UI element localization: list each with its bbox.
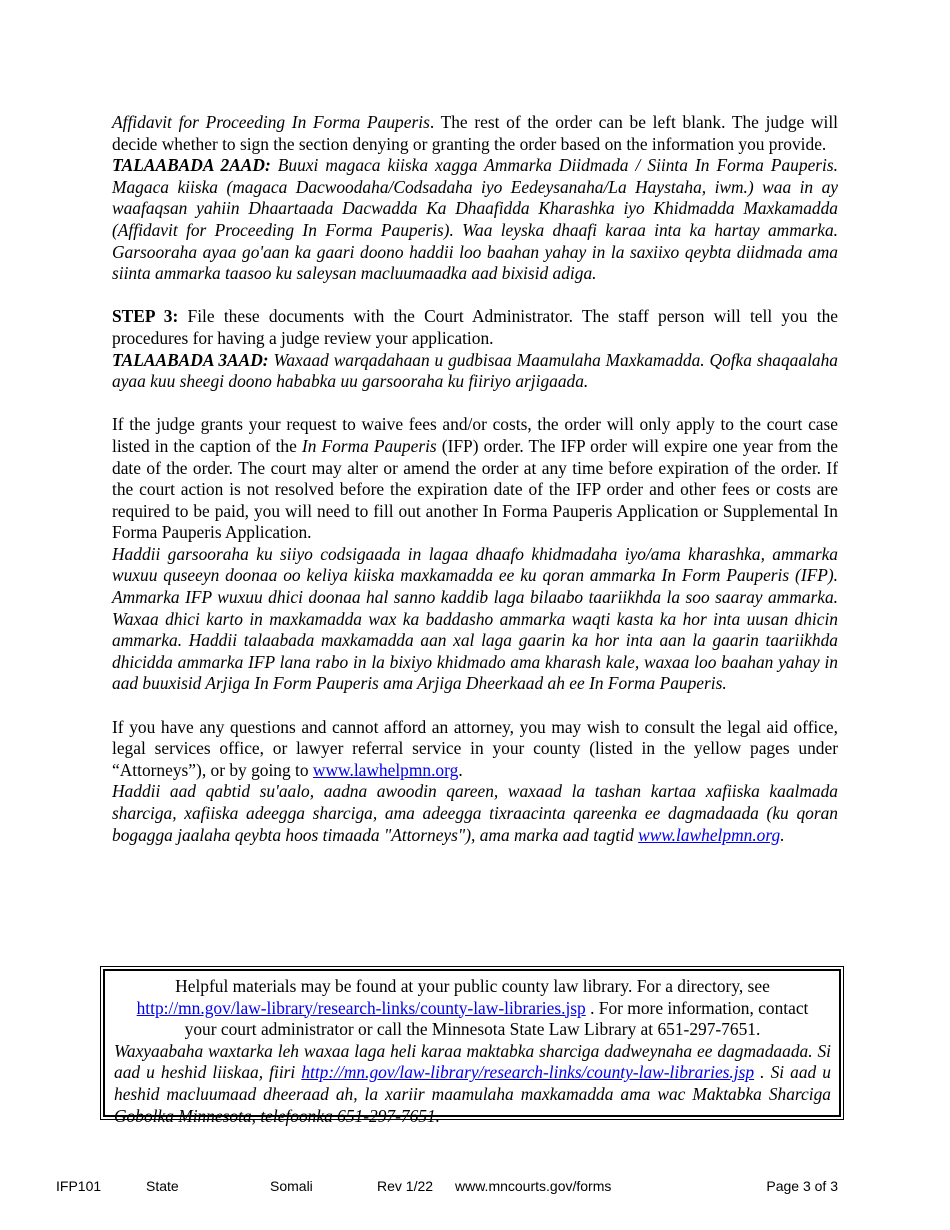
step3-somali-label: TALAABADA 3AAD: bbox=[112, 349, 269, 370]
page-footer bbox=[0, 1178, 950, 1196]
paragraph-step2-somali: TALAABADA 2AAD: Buuxi magaca kiiska xagga Ammarka Diidmada / Siinta In Forma Pauperis. Magaca kiiska (magaca Dacwoodaha/Codsadaha iyo Eedeysanaha/La Haystaha, iwm.) waa in ay waafaqsan yahiin Dhaartaada Dacwadda Ka Dhaafidda Kharashka iyo Khidmadda Maxkamadda (Affidavit for Proceeding In Forma Pauperis). Waa leyska dhaafi karaa inta ka hartay ammarka. Garsooraha ayaa go'aan ka gaari doono haddii loo baahan yahay in la saxiixo qeybta diidmada ama siinta ammarka taasoo ku saleysan macluumaadka aad bixisid adiga. bbox=[112, 155, 839, 284]
footer-language: Somali bbox=[270, 1178, 313, 1194]
step3-label: STEP 3: bbox=[112, 306, 179, 327]
footer-state: State bbox=[146, 1178, 179, 1194]
paragraph-questions-somali: Haddii aad qabtid su'aalo, aadna awoodin qareen, waxaad la tashan kartaa xafiiska kaalmada sharciga, xafiiska adeegga sharciga, ama adeegga tixraacinta qareenka ee dagmadaada (ku qoran bogagga jaalaha qeybta hoos timaada "Attorneys"), ama marka aad tagtid www.lawhelpmn.org. bbox=[112, 781, 838, 845]
county-law-libraries-link-somali[interactable]: http://mn.gov/law-library/research-links/county-law-libraries.jsp bbox=[301, 1062, 755, 1083]
paragraph-ifp-english: If the judge grants your request to waive fees and/or costs, the order will only apply to the court case listed in the caption of the In Forma Pauperis (IFP) order. The IFP order will expire one year from the date of the order. The court may alter or amend the order at any time before expiration of the order. If the court action is not resolved before the expiration date of the IFP order and other fees or costs are required to be paid, you will need to fill out another In Forma Pauperis Application or Supplemental In Forma Pauperis Application. bbox=[112, 414, 838, 543]
county-law-libraries-link[interactable]: http://mn.gov/law-library/research-links/county-law-libraries.jsp bbox=[136, 997, 586, 1018]
paragraph-step3-somali: TALAABADA 3AAD: Waxaad warqadahaan u gudbisaa Maamulaha Maxkamadda. Qofka shaqaalaha ayaa kuu sheegi doono hababka uu garsooraha ku fiiriyo arjigaada. bbox=[112, 349, 838, 392]
law-library-notice-box bbox=[100, 966, 844, 1126]
lawhelp-link-somali[interactable]: www.lawhelpmn.org bbox=[638, 824, 781, 845]
lawhelp-link[interactable]: www.lawhelpmn.org bbox=[312, 759, 459, 780]
paragraph-ifp-somali: Haddii garsooraha ku siiyo codsigaada in lagaa dhaafo khidmadaha iyo/ama kharashka, ammarka wuxuu quseeyn doonaa oo keliya kiiska maxkamadda ee ku qoran ammarka In Form Pauperis (IFP). Ammarka IFP wuxuu dhici doonaa hal sanno kaddib laga bilaabo taariikhda la soo saaray ammarka. Waxaa dhici karto in maxkamadda wax ka baddasho ammarka waqti kasta ka hor inta uusan dhicin ammarka. Haddii talaabada maxkamadda aan xal laga gaarin ka hor inta aan la gaarin taariikhda dhicidda ammarka IFP lana rabo in la bixiyo khidmado ama kharash kale, waxaa loo baahan yahay in aad buuxisid Arjiga In Form Pauperis ama Arjiga Dheerkaad ah ee In Forma Pauperis. bbox=[112, 543, 838, 694]
paragraph-questions-english: If you have any questions and cannot afford an attorney, you may wish to consult the legal aid office, legal services office, or lawyer referral service in your county (listed in the yellow pages under “Attorneys”), or by going to www.lawhelpmn.org. bbox=[112, 716, 838, 780]
law-library-notice: Helpful materials may be found at your public county law library. For a directory, see http://mn.gov/law-library/research-links/county-law-libraries.jsp . For more information, contact your court administrator or call the Minnesota State Law Library at 651-297-7651. Waxyaabaha waxtarka leh waxaa laga heli karaa maktabka sharciga dadweynaha ee dagmadaada. Si aad u heshid liiskaa, fiiri http://mn.gov/law-library/research-links/county-law-libraries.jsp . Si aad u heshid macluumaad dheeraad ah, la xariir maamulaha maxkamadda ama wac Maktabka Sharciga Gobolka Minnesota, telefoonka 651-297-7651. bbox=[103, 969, 841, 1117]
footer-page-number: Page 3 of 3 bbox=[766, 1178, 838, 1194]
paragraph-step2-english: Affidavit for Proceeding In Forma Pauperis. The rest of the order can be left blank. The judge will decide whether to sign the section denying or granting the order based on the information you provide. bbox=[112, 112, 838, 154]
footer-revision: Rev 1/22 bbox=[377, 1178, 434, 1194]
footer-form-id: IFP101 bbox=[56, 1178, 102, 1194]
paragraph-step3-english: STEP 3: File these documents with the Court Administrator. The staff person will tell you the procedures for having a judge review your application. bbox=[112, 306, 838, 348]
affidavit-title: Affidavit for Proceeding In Forma Pauperis bbox=[112, 112, 430, 132]
notice-somali: Waxyaabaha waxtarka leh waxaa laga heli karaa maktabka sharciga dadweynaha ee dagmadaada. Si aad u heshid liiskaa, fiiri http://mn.gov/law-library/research-links/county-law-libraries.jsp . Si aad u heshid macluumaad dheeraad ah, la xariir maamulaha maxkamadda ama wac Maktabka Sharciga Gobolka Minnesota, telefoonka 651-297-7651. bbox=[114, 1040, 832, 1126]
step2-somali-label: TALAABADA 2AAD: bbox=[112, 155, 271, 176]
instructions-body bbox=[112, 112, 838, 846]
footer-url: www.mncourts.gov/forms bbox=[455, 1178, 612, 1194]
